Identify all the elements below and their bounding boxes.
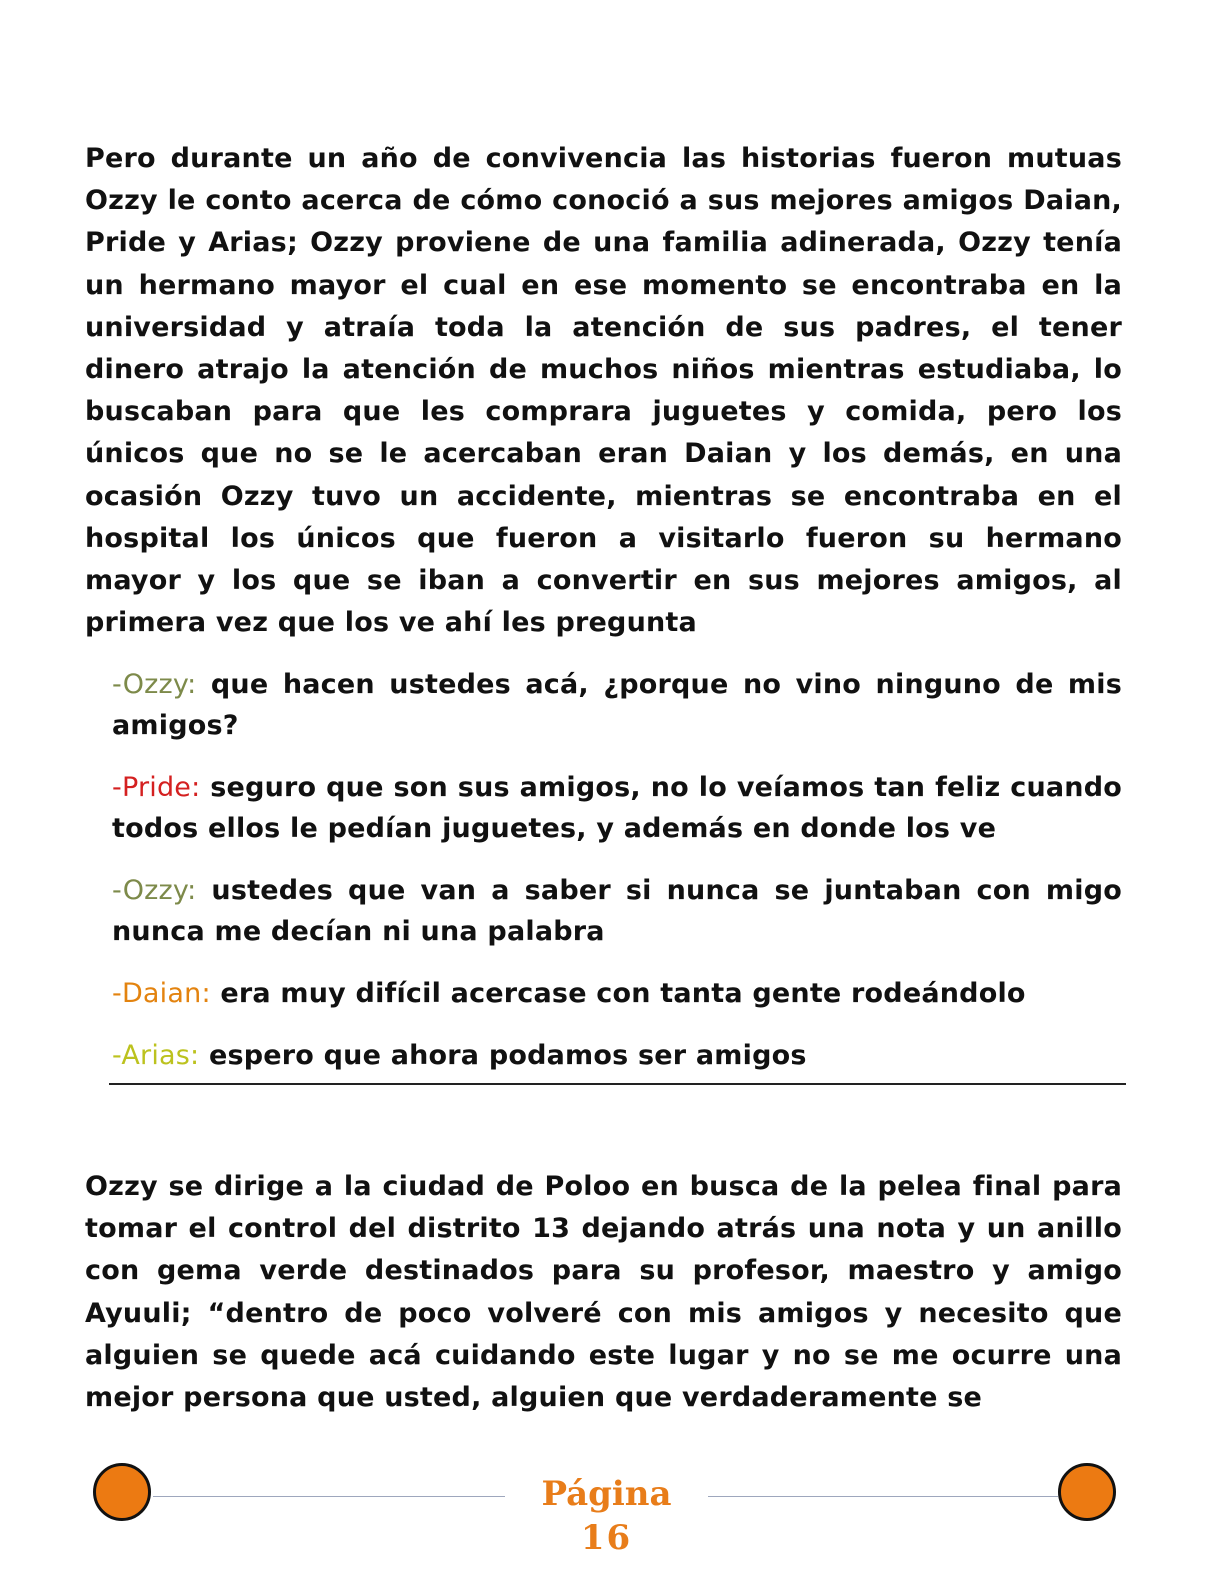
speaker-pride: -Pride: bbox=[112, 772, 201, 803]
speaker-ozzy: -Ozzy: bbox=[112, 875, 197, 906]
dialogue-text: que hacen ustedes acá, ¿porque no vino ninguno de mis amigos? bbox=[112, 669, 1122, 741]
dialogue-line-1 bbox=[112, 664, 1122, 746]
dialogue-line-4 bbox=[112, 973, 1122, 1014]
dialogue-block bbox=[112, 664, 1122, 1097]
body-paragraph-1: Pero durante un año de convivencia las historias fueron mutuas Ozzy le conto acerca de cómo conoció a sus mejores amigos Daian, Pride y Arias; Ozzy proviene de una familia adinerada, Ozzy tenía un hermano mayor el cual en ese momento se encontraba en la universidad y atraía toda la atención de sus padres, el tener dinero atrajo la atención de muchos niños mientras estudiaba, lo buscaban para que les comprara juguetes y comida, pero los únicos que no se le acercaban eran Daian y los demás, en una ocasión Ozzy tuvo un accidente, mientras se encontraba en el hospital los únicos que fueron a visitarlo fueron su hermano mayor y los que se iban a convertir en sus mejores amigos, al primera vez que los ve ahí les pregunta bbox=[85, 143, 1122, 639]
body-paragraph-2: Ozzy se dirige a la ciudad de Poloo en busca de la pelea final para tomar el control del distrito 13 dejando atrás una nota y un anillo con gema verde destinados para su profesor, maestro y amigo Ayuuli; “dentro de poco volveré con mis amigos y necesito que alguien se quede acá cuidando este lugar y no se me ocurre una mejor persona que usted, alguien que verdaderamente se bbox=[85, 1171, 1122, 1414]
dialogue-text: seguro que son sus amigos, no lo veíamos tan feliz cuando todos ellos le pedían juguetes, y además en donde los ve bbox=[112, 772, 1122, 844]
footer-circle-left-icon bbox=[93, 1463, 151, 1521]
page-label: Página bbox=[541, 1474, 672, 1514]
footer-line-right bbox=[708, 1496, 1058, 1497]
speaker-arias: -Arias: bbox=[112, 1040, 200, 1071]
speaker-daian: -Daian: bbox=[112, 978, 211, 1009]
speaker-ozzy: -Ozzy: bbox=[112, 669, 197, 700]
dialogue-line-3 bbox=[112, 870, 1122, 952]
footer-circle-right-icon bbox=[1058, 1463, 1116, 1521]
dialogue-text: era muy difícil acercase con tanta gente rodeándolo bbox=[210, 978, 1026, 1009]
dialogue-text: ustedes que van a saber si nunca se juntaban con migo nunca me decían ni una palabra bbox=[112, 875, 1122, 947]
footer-line-left bbox=[153, 1496, 505, 1497]
dialogue-line-2 bbox=[112, 767, 1122, 849]
dialogue-text: espero que ahora podamos ser amigos bbox=[199, 1040, 807, 1071]
dialogue-line-5 bbox=[112, 1035, 1122, 1076]
page-number: 16 bbox=[580, 1518, 633, 1558]
section-divider bbox=[109, 1083, 1126, 1085]
